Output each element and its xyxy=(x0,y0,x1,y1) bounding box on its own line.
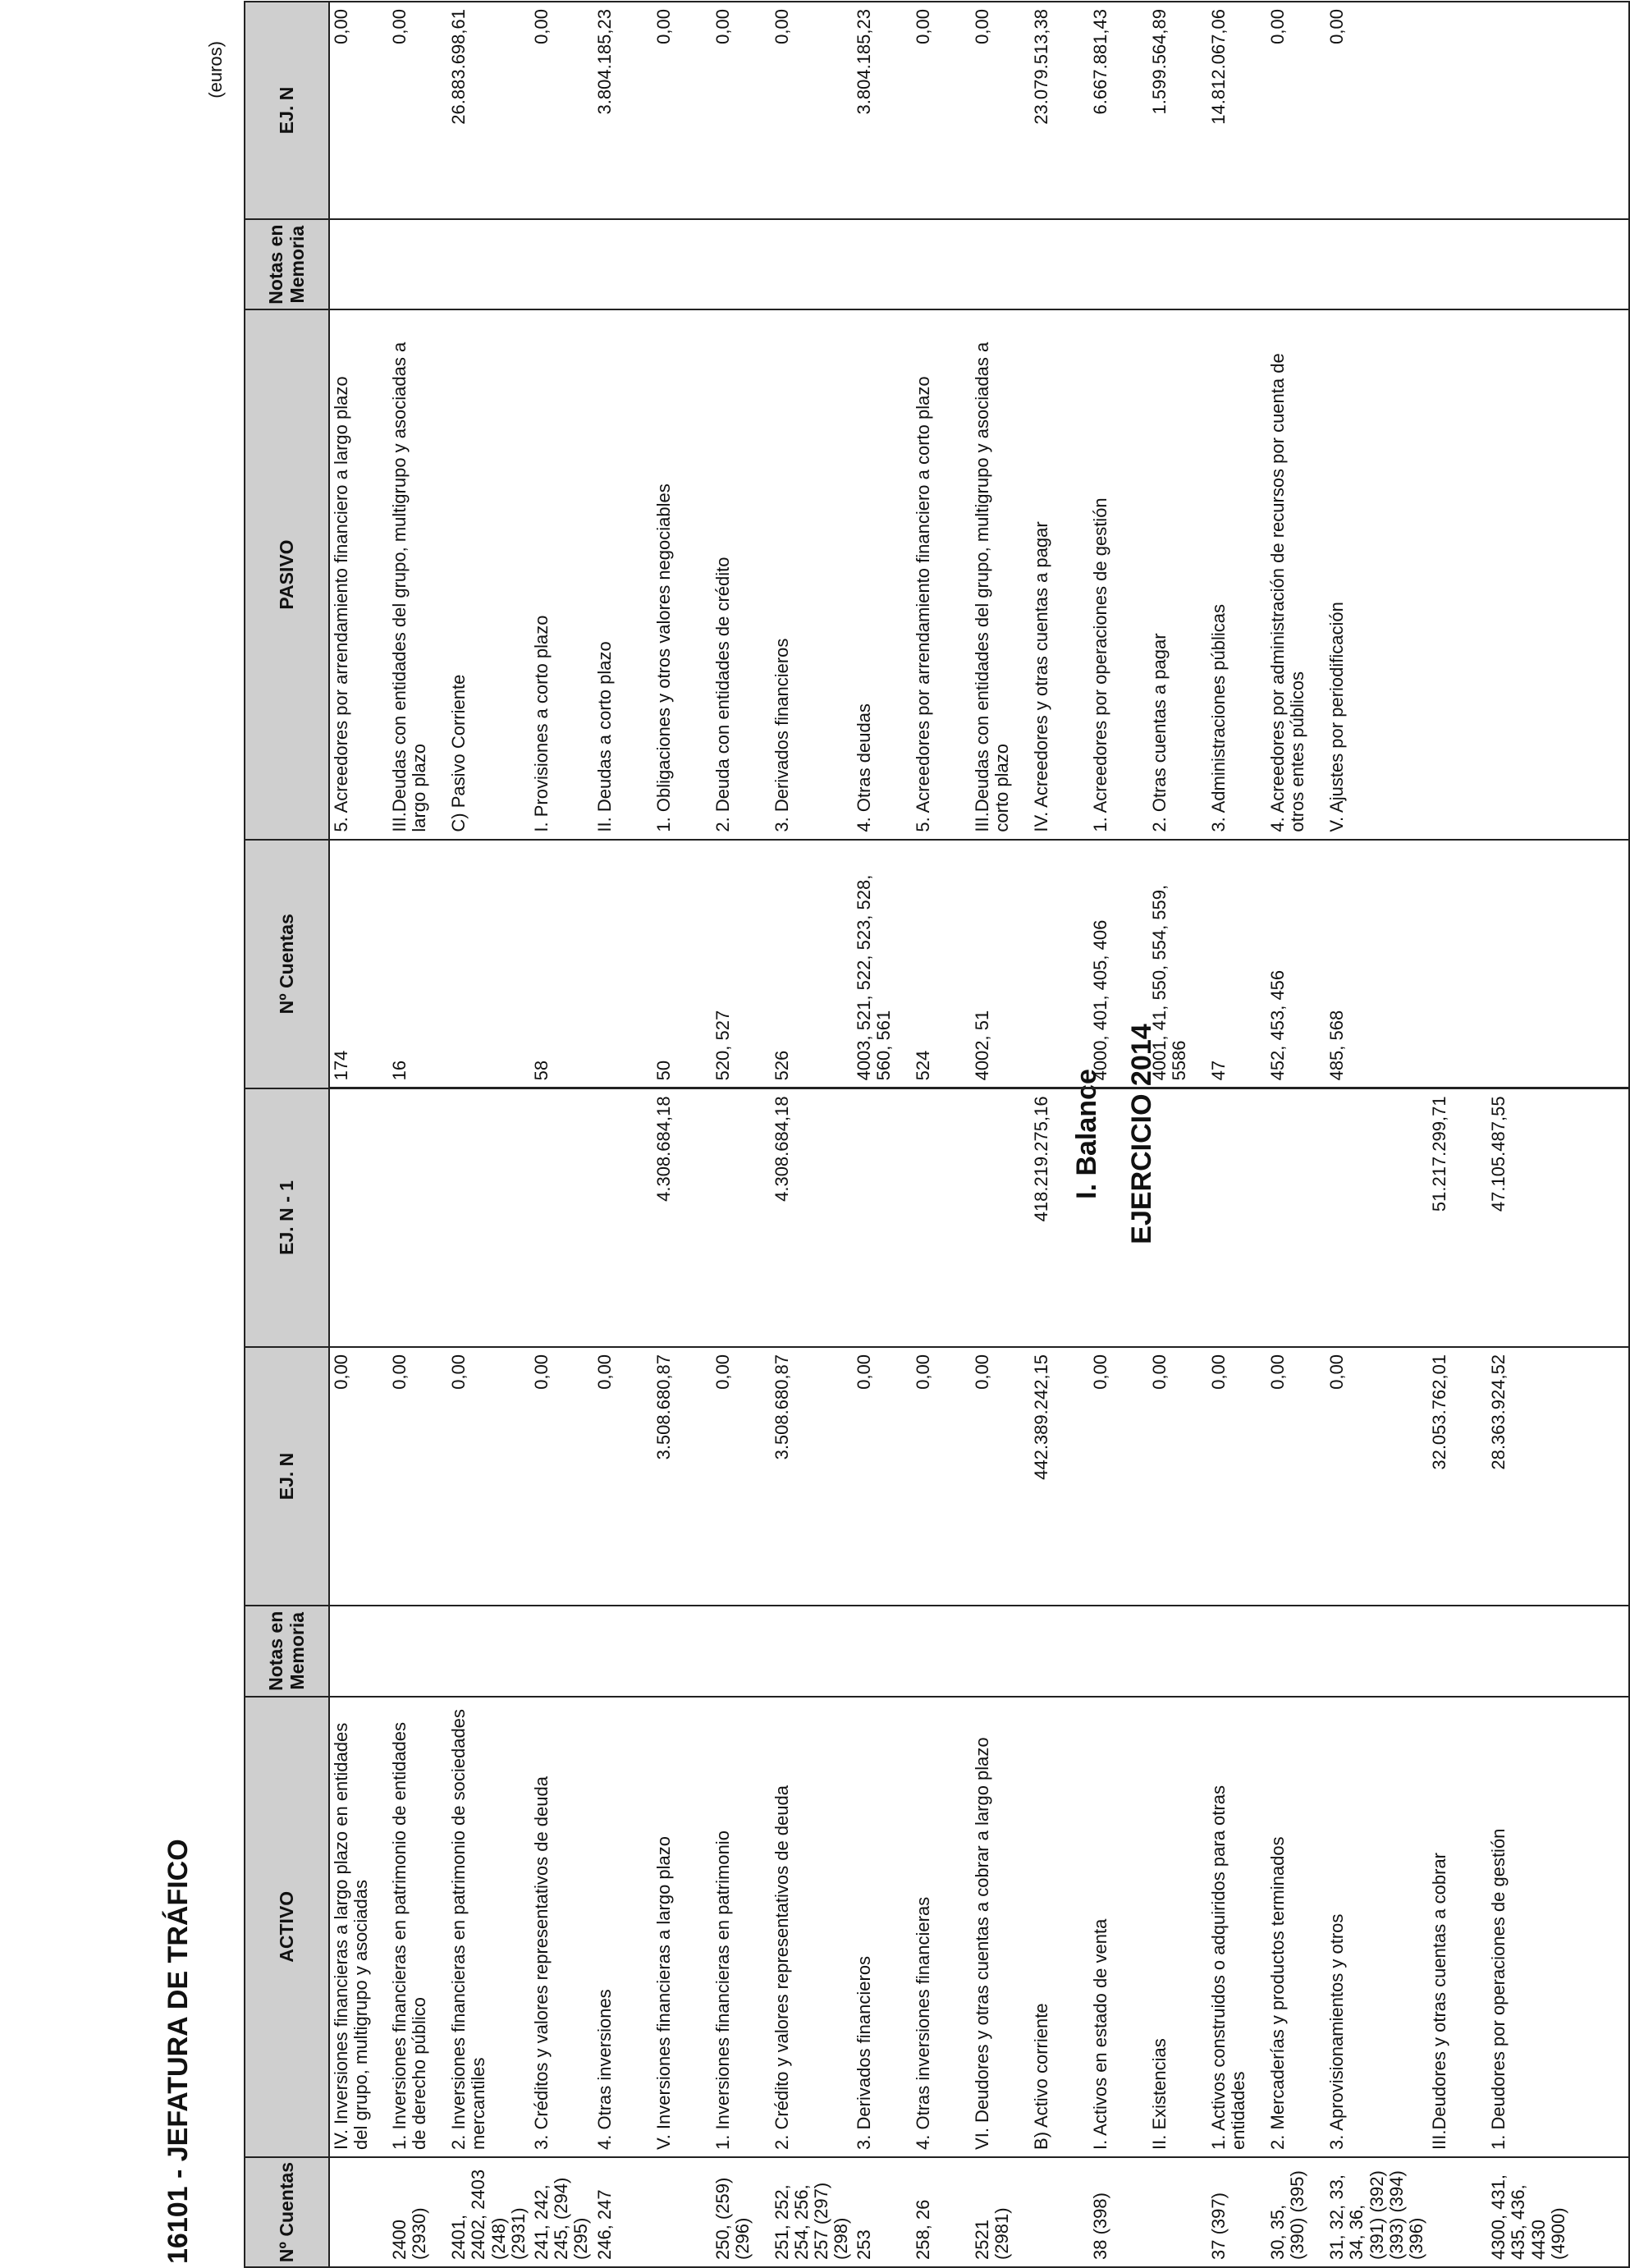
filler-cell xyxy=(1570,309,1629,839)
filler-cell xyxy=(1570,2,1629,219)
activo-concepto-cell: 4. Otras inversiones xyxy=(593,1697,652,2157)
pasivo-ej-n-cell xyxy=(1428,2,1487,219)
pasivo-concepto-cell: IV. Acreedores y otras cuentas a pagar xyxy=(1030,309,1089,839)
pasivo-notas-cell xyxy=(447,219,530,310)
activo-cuentas-cell: 4300, 431, 435, 436, 4430 (4900) xyxy=(1487,2157,1570,2267)
activo-notas-cell xyxy=(652,1606,712,1697)
activo-concepto-cell: 1. Inversiones financieras en patrimonio de entidades de derecho público xyxy=(388,1697,447,2157)
pasivo-ej-n-cell: 0,00 xyxy=(530,2,593,219)
activo-ej-n1-cell xyxy=(388,1088,447,1347)
activo-cuentas-cell: 246, 247 xyxy=(593,2157,652,2267)
pasivo-cuentas-cell xyxy=(593,840,652,1088)
activo-cuentas-cell: 241, 242, 245, (294) (295) xyxy=(530,2157,593,2267)
pasivo-ej-n-cell: 0,00 xyxy=(971,2,1030,219)
activo-concepto-cell: IV. Inversiones financieras a largo plazo en entidades del grupo, multigrupo y asociadas xyxy=(329,1697,388,2157)
header-ej-n1-activo: EJ. N - 1 xyxy=(245,1088,329,1347)
activo-ej-n1-cell: 418.219.275,16 xyxy=(1030,1088,1089,1347)
table-row xyxy=(1030,2,1089,2267)
activo-ej-n-cell: 32.053.762,01 xyxy=(1428,1347,1487,1606)
activo-concepto-cell: VI. Deudores y otras cuentas a cobrar a largo plazo xyxy=(971,1697,1030,2157)
activo-ej-n-cell: 0,00 xyxy=(712,1347,771,1606)
pasivo-ej-n-cell: 0,00 xyxy=(771,2,854,219)
activo-ej-n-cell: 0,00 xyxy=(853,1347,912,1606)
pasivo-concepto-cell: V. Ajustes por periodificación xyxy=(1326,309,1428,839)
activo-notas-cell xyxy=(1089,1606,1148,1697)
table-row xyxy=(1207,2,1266,2267)
activo-cuentas-cell: 251, 252, 254, 256, 257 (297) (298) xyxy=(771,2157,854,2267)
pasivo-cuentas-cell: 4003, 521, 522, 523, 528, 560, 561 xyxy=(853,840,912,1088)
pasivo-concepto-cell: 4. Acreedores por administración de recursos por cuenta de otros entes públicos xyxy=(1266,309,1326,839)
pasivo-ej-n-cell: 0,00 xyxy=(388,2,447,219)
activo-notas-cell xyxy=(530,1606,593,1697)
pasivo-cuentas-cell: 4001, 41, 550, 554, 559, 5586 xyxy=(1148,840,1207,1088)
activo-concepto-cell: 2. Inversiones financieras en patrimonio de sociedades mercantiles xyxy=(447,1697,530,2157)
activo-concepto-cell: 4. Otras inversiones financieras xyxy=(912,1697,971,2157)
activo-concepto-cell: II. Existencias xyxy=(1148,1697,1207,2157)
activo-ej-n-cell: 0,00 xyxy=(388,1347,447,1606)
activo-ej-n1-cell: 4.308.684,18 xyxy=(771,1088,854,1347)
pasivo-cuentas-cell xyxy=(1428,840,1487,1088)
pasivo-notas-cell xyxy=(1089,219,1148,310)
activo-notas-cell xyxy=(388,1606,447,1697)
activo-notas-cell xyxy=(593,1606,652,1697)
header-notas-pasivo: Notas en Memoria xyxy=(245,219,329,310)
pasivo-cuentas-cell: 47 xyxy=(1207,840,1266,1088)
header-cuentas-activo: Nº Cuentas xyxy=(245,2157,329,2267)
page-title: I. Balance xyxy=(1071,1069,1102,1199)
activo-ej-n-cell: 3.508.680,87 xyxy=(652,1347,712,1606)
activo-cuentas-cell: 2521 (2981) xyxy=(971,2157,1030,2267)
pasivo-notas-cell xyxy=(329,219,388,310)
pasivo-notas-cell xyxy=(1148,219,1207,310)
activo-notas-cell xyxy=(912,1606,971,1697)
activo-ej-n-cell: 28.363.924,52 xyxy=(1487,1347,1570,1606)
activo-cuentas-cell: 37 (397) xyxy=(1207,2157,1266,2267)
table-row xyxy=(853,2,912,2267)
pasivo-cuentas-cell: 58 xyxy=(530,840,593,1088)
activo-ej-n-cell: 0,00 xyxy=(1326,1347,1428,1606)
activo-notas-cell xyxy=(1207,1606,1266,1697)
activo-concepto-cell: 2. Mercaderías y productos terminados xyxy=(1266,1697,1326,2157)
activo-cuentas-cell xyxy=(652,2157,712,2267)
pasivo-concepto-cell: 3. Administraciones públicas xyxy=(1207,309,1266,839)
activo-ej-n1-cell xyxy=(1207,1088,1266,1347)
table-header xyxy=(245,2,329,2267)
activo-notas-cell xyxy=(771,1606,854,1697)
activo-notas-cell xyxy=(447,1606,530,1697)
filler-cell xyxy=(1570,1088,1629,1347)
activo-ej-n-cell: 3.508.680,87 xyxy=(771,1347,854,1606)
pasivo-concepto-cell: III.Deudas con entidades del grupo, multigrupo y asociadas a corto plazo xyxy=(971,309,1030,839)
activo-ej-n1-cell xyxy=(1266,1088,1326,1347)
pasivo-notas-cell xyxy=(652,219,712,310)
activo-cuentas-cell: 30, 35, (390) (395) xyxy=(1266,2157,1326,2267)
activo-notas-cell xyxy=(329,1606,388,1697)
activo-ej-n-cell: 0,00 xyxy=(1207,1347,1266,1606)
activo-notas-cell xyxy=(1030,1606,1089,1697)
pasivo-ej-n-cell: 14.812.067,06 xyxy=(1207,2,1266,219)
activo-ej-n1-cell xyxy=(712,1088,771,1347)
table-row xyxy=(771,2,854,2267)
pasivo-cuentas-cell xyxy=(1487,840,1570,1088)
table-row xyxy=(712,2,771,2267)
pasivo-ej-n-cell: 3.804.185,23 xyxy=(593,2,652,219)
activo-ej-n-cell: 0,00 xyxy=(912,1347,971,1606)
filler-cell xyxy=(1570,840,1629,1088)
pasivo-notas-cell xyxy=(771,219,854,310)
activo-ej-n1-cell xyxy=(853,1088,912,1347)
activo-cuentas-cell: 2400 (2930) xyxy=(388,2157,447,2267)
activo-ej-n1-cell xyxy=(912,1088,971,1347)
balance-table xyxy=(244,1,1630,2268)
pasivo-concepto-cell: 2. Otras cuentas a pagar xyxy=(1148,309,1207,839)
activo-notas-cell xyxy=(971,1606,1030,1697)
activo-concepto-cell: V. Inversiones financieras a largo plazo xyxy=(652,1697,712,2157)
pasivo-concepto-cell: 4. Otras deudas xyxy=(853,309,912,839)
header-notas-activo: Notas en Memoria xyxy=(245,1606,329,1697)
activo-ej-n1-cell: 47.105.487,55 xyxy=(1487,1088,1570,1347)
table-row xyxy=(530,2,593,2267)
activo-cuentas-cell: 2401, 2402, 2403 (248) (2931) xyxy=(447,2157,530,2267)
activo-ej-n-cell: 442.389.242,15 xyxy=(1030,1347,1089,1606)
pasivo-ej-n-cell xyxy=(1487,2,1570,219)
activo-cuentas-cell xyxy=(1148,2157,1207,2267)
pasivo-cuentas-cell: 485, 568 xyxy=(1326,840,1428,1088)
pasivo-notas-cell xyxy=(1030,219,1089,310)
activo-cuentas-cell: 258, 26 xyxy=(912,2157,971,2267)
pasivo-notas-cell xyxy=(1326,219,1428,310)
pasivo-notas-cell xyxy=(388,219,447,310)
pasivo-notas-cell xyxy=(1487,219,1570,310)
pasivo-ej-n-cell: 6.667.881,43 xyxy=(1089,2,1148,219)
activo-ej-n-cell: 0,00 xyxy=(971,1347,1030,1606)
header-ej-n-activo: EJ. N xyxy=(245,1347,329,1606)
activo-ej-n1-cell: 4.308.684,18 xyxy=(652,1088,712,1347)
header-pasivo: PASIVO xyxy=(245,309,329,839)
activo-notas-cell xyxy=(1148,1606,1207,1697)
activo-ej-n1-cell: 51.217.299,71 xyxy=(1428,1088,1487,1347)
pasivo-concepto-cell: 3. Derivados financieros xyxy=(771,309,854,839)
pasivo-cuentas-cell: 452, 453, 456 xyxy=(1266,840,1326,1088)
activo-ej-n1-cell xyxy=(1148,1088,1207,1347)
header-ej-n-pasivo: EJ. N xyxy=(245,2,329,219)
activo-cuentas-cell xyxy=(1030,2157,1089,2267)
pasivo-cuentas-cell: 16 xyxy=(388,840,447,1088)
activo-ej-n1-cell xyxy=(447,1088,530,1347)
pasivo-notas-cell xyxy=(1266,219,1326,310)
pasivo-cuentas-cell xyxy=(447,840,530,1088)
entity-title: 16101 - JEFATURA DE TRÁFICO xyxy=(163,1839,194,2264)
pasivo-concepto-cell: 5. Acreedores por arrendamiento financiero a largo plazo xyxy=(329,309,388,839)
pasivo-ej-n-cell: 3.804.185,23 xyxy=(853,2,912,219)
table-filler-row xyxy=(1570,2,1629,2267)
table-row xyxy=(593,2,652,2267)
pasivo-concepto-cell: 2. Deuda con entidades de crédito xyxy=(712,309,771,839)
activo-concepto-cell: 3. Créditos y valores representativos de deuda xyxy=(530,1697,593,2157)
pasivo-concepto-cell: 5. Acreedores por arrendamiento financiero a corto plazo xyxy=(912,309,971,839)
activo-ej-n-cell: 0,00 xyxy=(1089,1347,1148,1606)
activo-notas-cell xyxy=(1266,1606,1326,1697)
table-row xyxy=(652,2,712,2267)
pasivo-concepto-cell xyxy=(1487,309,1570,839)
pasivo-ej-n-cell: 1.599.564,89 xyxy=(1148,2,1207,219)
pasivo-cuentas-cell: 524 xyxy=(912,840,971,1088)
activo-concepto-cell: 1. Deudores por operaciones de gestión xyxy=(1487,1697,1570,2157)
activo-concepto-cell: B) Activo corriente xyxy=(1030,1697,1089,2157)
pasivo-notas-cell xyxy=(971,219,1030,310)
filler-cell xyxy=(1570,1347,1629,1606)
activo-notas-cell xyxy=(1326,1606,1428,1697)
pasivo-ej-n-cell: 23.079.513,38 xyxy=(1030,2,1089,219)
pasivo-concepto-cell xyxy=(1428,309,1487,839)
pasivo-cuentas-cell: 4002, 51 xyxy=(971,840,1030,1088)
pasivo-concepto-cell: I. Provisiones a corto plazo xyxy=(530,309,593,839)
pasivo-cuentas-cell xyxy=(1030,840,1089,1088)
pasivo-concepto-cell: 1. Acreedores por operaciones de gestión xyxy=(1089,309,1148,839)
pasivo-cuentas-cell: 4000, 401, 405, 406 xyxy=(1089,840,1148,1088)
pasivo-notas-cell xyxy=(853,219,912,310)
table-row xyxy=(1266,2,1326,2267)
activo-concepto-cell: III.Deudores y otras cuentas a cobrar xyxy=(1428,1697,1487,2157)
pasivo-notas-cell xyxy=(530,219,593,310)
activo-ej-n-cell: 0,00 xyxy=(593,1347,652,1606)
pasivo-ej-n-cell: 0,00 xyxy=(1326,2,1428,219)
activo-notas-cell xyxy=(1428,1606,1487,1697)
pasivo-ej-n-cell: 26.883.698,61 xyxy=(447,2,530,219)
pasivo-concepto-cell: II. Deudas a corto plazo xyxy=(593,309,652,839)
header-activo: ACTIVO xyxy=(245,1697,329,2157)
pasivo-ej-n-cell: 0,00 xyxy=(1266,2,1326,219)
units-label: (euros) xyxy=(205,41,226,99)
header-cuentas-pasivo: Nº Cuentas xyxy=(245,840,329,1088)
filler-cell xyxy=(1570,2157,1629,2267)
pasivo-notas-cell xyxy=(593,219,652,310)
table-row xyxy=(1428,2,1487,2267)
table-row xyxy=(1089,2,1148,2267)
pasivo-cuentas-cell: 174 xyxy=(329,840,388,1088)
table-row xyxy=(388,2,447,2267)
activo-concepto-cell: 2. Crédito y valores representativos de deuda xyxy=(771,1697,854,2157)
activo-ej-n1-cell xyxy=(593,1088,652,1347)
pasivo-notas-cell xyxy=(1428,219,1487,310)
activo-notas-cell xyxy=(712,1606,771,1697)
pasivo-cuentas-cell: 50 xyxy=(652,840,712,1088)
filler-cell xyxy=(1570,1697,1629,2157)
table-row xyxy=(447,2,530,2267)
pasivo-concepto-cell: III.Deudas con entidades del grupo, multigrupo y asociadas a largo plazo xyxy=(388,309,447,839)
pasivo-ej-n-cell: 0,00 xyxy=(712,2,771,219)
activo-ej-n-cell: 0,00 xyxy=(1266,1347,1326,1606)
filler-cell xyxy=(1570,219,1629,310)
activo-cuentas-cell: 38 (398) xyxy=(1089,2157,1148,2267)
activo-ej-n1-cell xyxy=(530,1088,593,1347)
activo-ej-n-cell: 0,00 xyxy=(329,1347,388,1606)
activo-ej-n1-cell xyxy=(1326,1088,1428,1347)
table-row xyxy=(971,2,1030,2267)
pasivo-ej-n-cell: 0,00 xyxy=(912,2,971,219)
activo-cuentas-cell: 31, 32, 33, 34, 36, (391) (392) (393) (394) (396) xyxy=(1326,2157,1428,2267)
activo-ej-n1-cell xyxy=(971,1088,1030,1347)
activo-ej-n1-cell xyxy=(329,1088,388,1347)
activo-cuentas-cell: 250, (259) (296) xyxy=(712,2157,771,2267)
pasivo-concepto-cell: 1. Obligaciones y otros valores negociables xyxy=(652,309,712,839)
activo-cuentas-cell xyxy=(329,2157,388,2267)
filler-cell xyxy=(1570,1606,1629,1697)
table-row xyxy=(912,2,971,2267)
pasivo-ej-n-cell: 0,00 xyxy=(652,2,712,219)
activo-ej-n1-cell xyxy=(1089,1088,1148,1347)
activo-concepto-cell: 1. Activos construidos o adquiridos para otras entidades xyxy=(1207,1697,1266,2157)
activo-ej-n-cell: 0,00 xyxy=(447,1347,530,1606)
activo-concepto-cell: 3. Aprovisionamientos y otros xyxy=(1326,1697,1428,2157)
pasivo-notas-cell xyxy=(912,219,971,310)
activo-cuentas-cell xyxy=(1428,2157,1487,2267)
table-row xyxy=(329,2,388,2267)
activo-concepto-cell: 1. Inversiones financieras en patrimonio xyxy=(712,1697,771,2157)
pasivo-cuentas-cell: 520, 527 xyxy=(712,840,771,1088)
pasivo-notas-cell xyxy=(712,219,771,310)
activo-ej-n-cell: 0,00 xyxy=(1148,1347,1207,1606)
pasivo-notas-cell xyxy=(1207,219,1266,310)
activo-concepto-cell: I. Activos en estado de venta xyxy=(1089,1697,1148,2157)
activo-ej-n-cell: 0,00 xyxy=(530,1347,593,1606)
table-row xyxy=(1148,2,1207,2267)
exercise-title: EJERCICIO 2014 xyxy=(1126,1024,1157,1244)
activo-concepto-cell: 3. Derivados financieros xyxy=(853,1697,912,2157)
pasivo-cuentas-cell: 526 xyxy=(771,840,854,1088)
activo-notas-cell xyxy=(1487,1606,1570,1697)
activo-notas-cell xyxy=(853,1606,912,1697)
table-row xyxy=(1487,2,1570,2267)
activo-cuentas-cell: 253 xyxy=(853,2157,912,2267)
table-row xyxy=(1326,2,1428,2267)
pasivo-ej-n-cell: 0,00 xyxy=(329,2,388,219)
pasivo-concepto-cell: C) Pasivo Corriente xyxy=(447,309,530,839)
